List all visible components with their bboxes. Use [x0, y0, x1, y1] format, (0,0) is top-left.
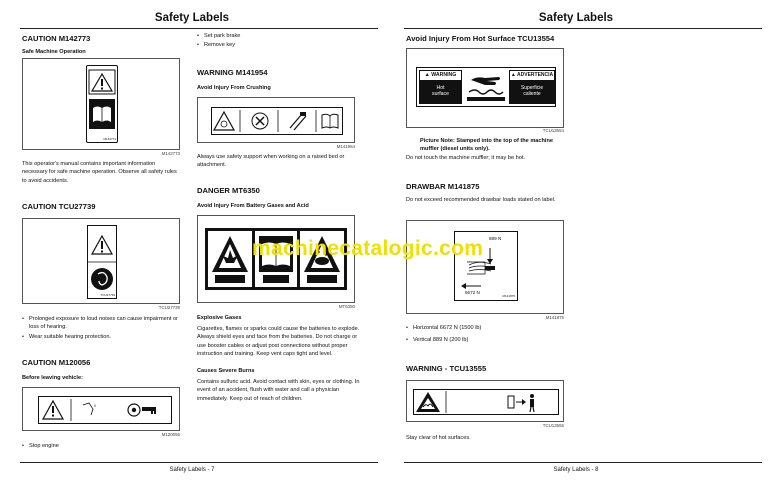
- decal-tcu27739: [87, 225, 117, 299]
- list-item: • Set park brake: [197, 32, 363, 40]
- list-item: • Wear suitable hearing protection.: [22, 333, 184, 341]
- horizontal-load-value: 6672 N: [465, 290, 480, 295]
- decal-m120056: [38, 396, 172, 424]
- warning-word: ▲ WARNING: [420, 71, 461, 80]
- list-item: • Vertical 889 N (200 lb): [406, 336, 576, 344]
- severe-burns-text: Contains sulfuric acid. Avoid contact with skin, eyes or clothing. In event of an accident, flush with water and call a physician immediately. Keep out of reach of children.: [197, 379, 360, 402]
- list-item: • Horizontal 6672 N (1500 lb): [406, 324, 576, 332]
- caution-m120056-heading: CAUTION M120056: [22, 358, 91, 367]
- svg-text:0: 0: [94, 404, 96, 408]
- footer-rule: [404, 462, 762, 463]
- explosive-gases-text: Cigarettes, flames or sparks could cause the batteries to explode. Always shield eyes and face from the batteries. Do not charge or use booster cables or adjust post connections without proper instruction and training. Keep vent caps tight and level.: [197, 326, 360, 358]
- label-frame-m141954: [197, 97, 355, 143]
- decal-tcu13554: [416, 67, 556, 107]
- decal-tcu13555: [413, 389, 559, 415]
- decal-m142773-graphic: [87, 66, 117, 142]
- watermark: machinecatalogic.com: [252, 237, 484, 260]
- warning-m141954-heading: WARNING M141954: [197, 68, 268, 77]
- footer-rule: [20, 462, 378, 463]
- caution-tcu27739-bullets: [22, 315, 184, 341]
- caption-tcu27739: TCU27739: [158, 305, 180, 310]
- page-footer: Safety Labels - 7: [169, 467, 215, 473]
- decal-m142773-code: M142773: [103, 137, 116, 141]
- park-brake-icon: [83, 403, 93, 415]
- danger-mt6350-heading: DANGER MT6350: [197, 186, 260, 195]
- caption-tcu13554: TCU13554: [542, 128, 564, 133]
- superficie-text: Superficie caliente: [510, 80, 554, 103]
- page-title: Safety Labels: [538, 12, 614, 24]
- safety-support-icon: [290, 114, 306, 130]
- caption-mt6350: MT6350: [338, 304, 355, 309]
- drawbar-text: Do not exceed recommended drawbar loads stated on label.: [406, 197, 556, 203]
- caption-m142773: M142773: [161, 151, 180, 156]
- decal-m142773: [86, 65, 118, 143]
- advertencia-word: ▲ ADVERTENCIA: [510, 72, 554, 78]
- decal-m141954: [211, 107, 343, 135]
- hot-surface-hand-icon: [465, 70, 507, 104]
- title-rule: [20, 28, 378, 29]
- explosive-gases-heading: Explosive Gases: [197, 315, 242, 321]
- caption-m120056: M120056: [161, 432, 180, 437]
- hot-surface-text: Hot surface: [420, 80, 461, 103]
- label-frame-m141875: [406, 220, 564, 314]
- title-rule: [404, 28, 762, 29]
- picture-note: Picture Note: Stamped into the top of the machine muffler (diesel units only).: [420, 138, 554, 152]
- caption-m141954: M141954: [336, 144, 355, 149]
- severe-burns-heading: Causes Severe Burns: [197, 368, 255, 374]
- caption-tcu13555: TCU13555: [542, 423, 564, 428]
- list-item: • Prolonged exposure to loud noises can cause impairment or loss of hearing.: [22, 315, 184, 331]
- danger-mt6350-subheading: Avoid Injury From Battery Gases and Acid: [197, 203, 309, 209]
- caution-m142773-subheading: Safe Machine Operation: [22, 49, 86, 55]
- drawbar-heading: DRAWBAR M141875: [406, 182, 480, 191]
- hot-component-icon: [508, 396, 514, 408]
- decal-m141875-code: M141875: [502, 294, 515, 298]
- drawbar-bullets: [406, 324, 576, 344]
- caution-tcu27739-heading: CAUTION TCU27739: [22, 202, 96, 211]
- warning-tcu13555-text: Stay clear of hot surfaces.: [406, 435, 471, 441]
- hot-surface-heading: Avoid Injury From Hot Surface TCU13554: [406, 34, 555, 43]
- list-item: • Stop engine: [22, 442, 182, 450]
- decal-tcu27739-code: TCU27739: [100, 293, 115, 297]
- warning-tcu13555-heading: WARNING - TCU13555: [406, 364, 487, 373]
- caution-m120056-subheading: Before leaving vehicle:: [22, 375, 83, 381]
- vertical-load-value: 889 N: [489, 236, 502, 241]
- person-icon: [530, 394, 534, 398]
- label-frame-tcu27739: [22, 218, 180, 304]
- label-frame-m142773: [22, 58, 180, 150]
- label-frame-m120056: [22, 387, 180, 431]
- hearing-protection-icon: [91, 268, 113, 290]
- caution-m142773-heading: CAUTION M142773: [22, 34, 91, 43]
- caption-m141875: M141875: [545, 315, 564, 320]
- caution-m120056-bullets-continued: [197, 32, 363, 49]
- page-title: Safety Labels: [154, 12, 230, 24]
- list-item: • Remove key: [197, 41, 363, 49]
- label-frame-tcu13554: [406, 48, 564, 128]
- page-footer: Safety Labels - 8: [553, 467, 599, 473]
- left-column: [22, 34, 182, 55]
- warning-m141954-text: Always use safety support when working on a raised bed or attachment.: [197, 154, 345, 169]
- hot-surface-text-body: Do not touch the machine muffler; it may be hot.: [406, 155, 525, 161]
- warning-m141954-subheading: Avoid Injury From Crushing: [197, 85, 271, 91]
- arrow-left-icon: [461, 283, 466, 289]
- label-frame-tcu13555: [406, 380, 564, 422]
- caution-m142773-text: This operator's manual contains important information necessary for safe machine operation. Observe all safety rules to avoid accidents.: [22, 161, 177, 184]
